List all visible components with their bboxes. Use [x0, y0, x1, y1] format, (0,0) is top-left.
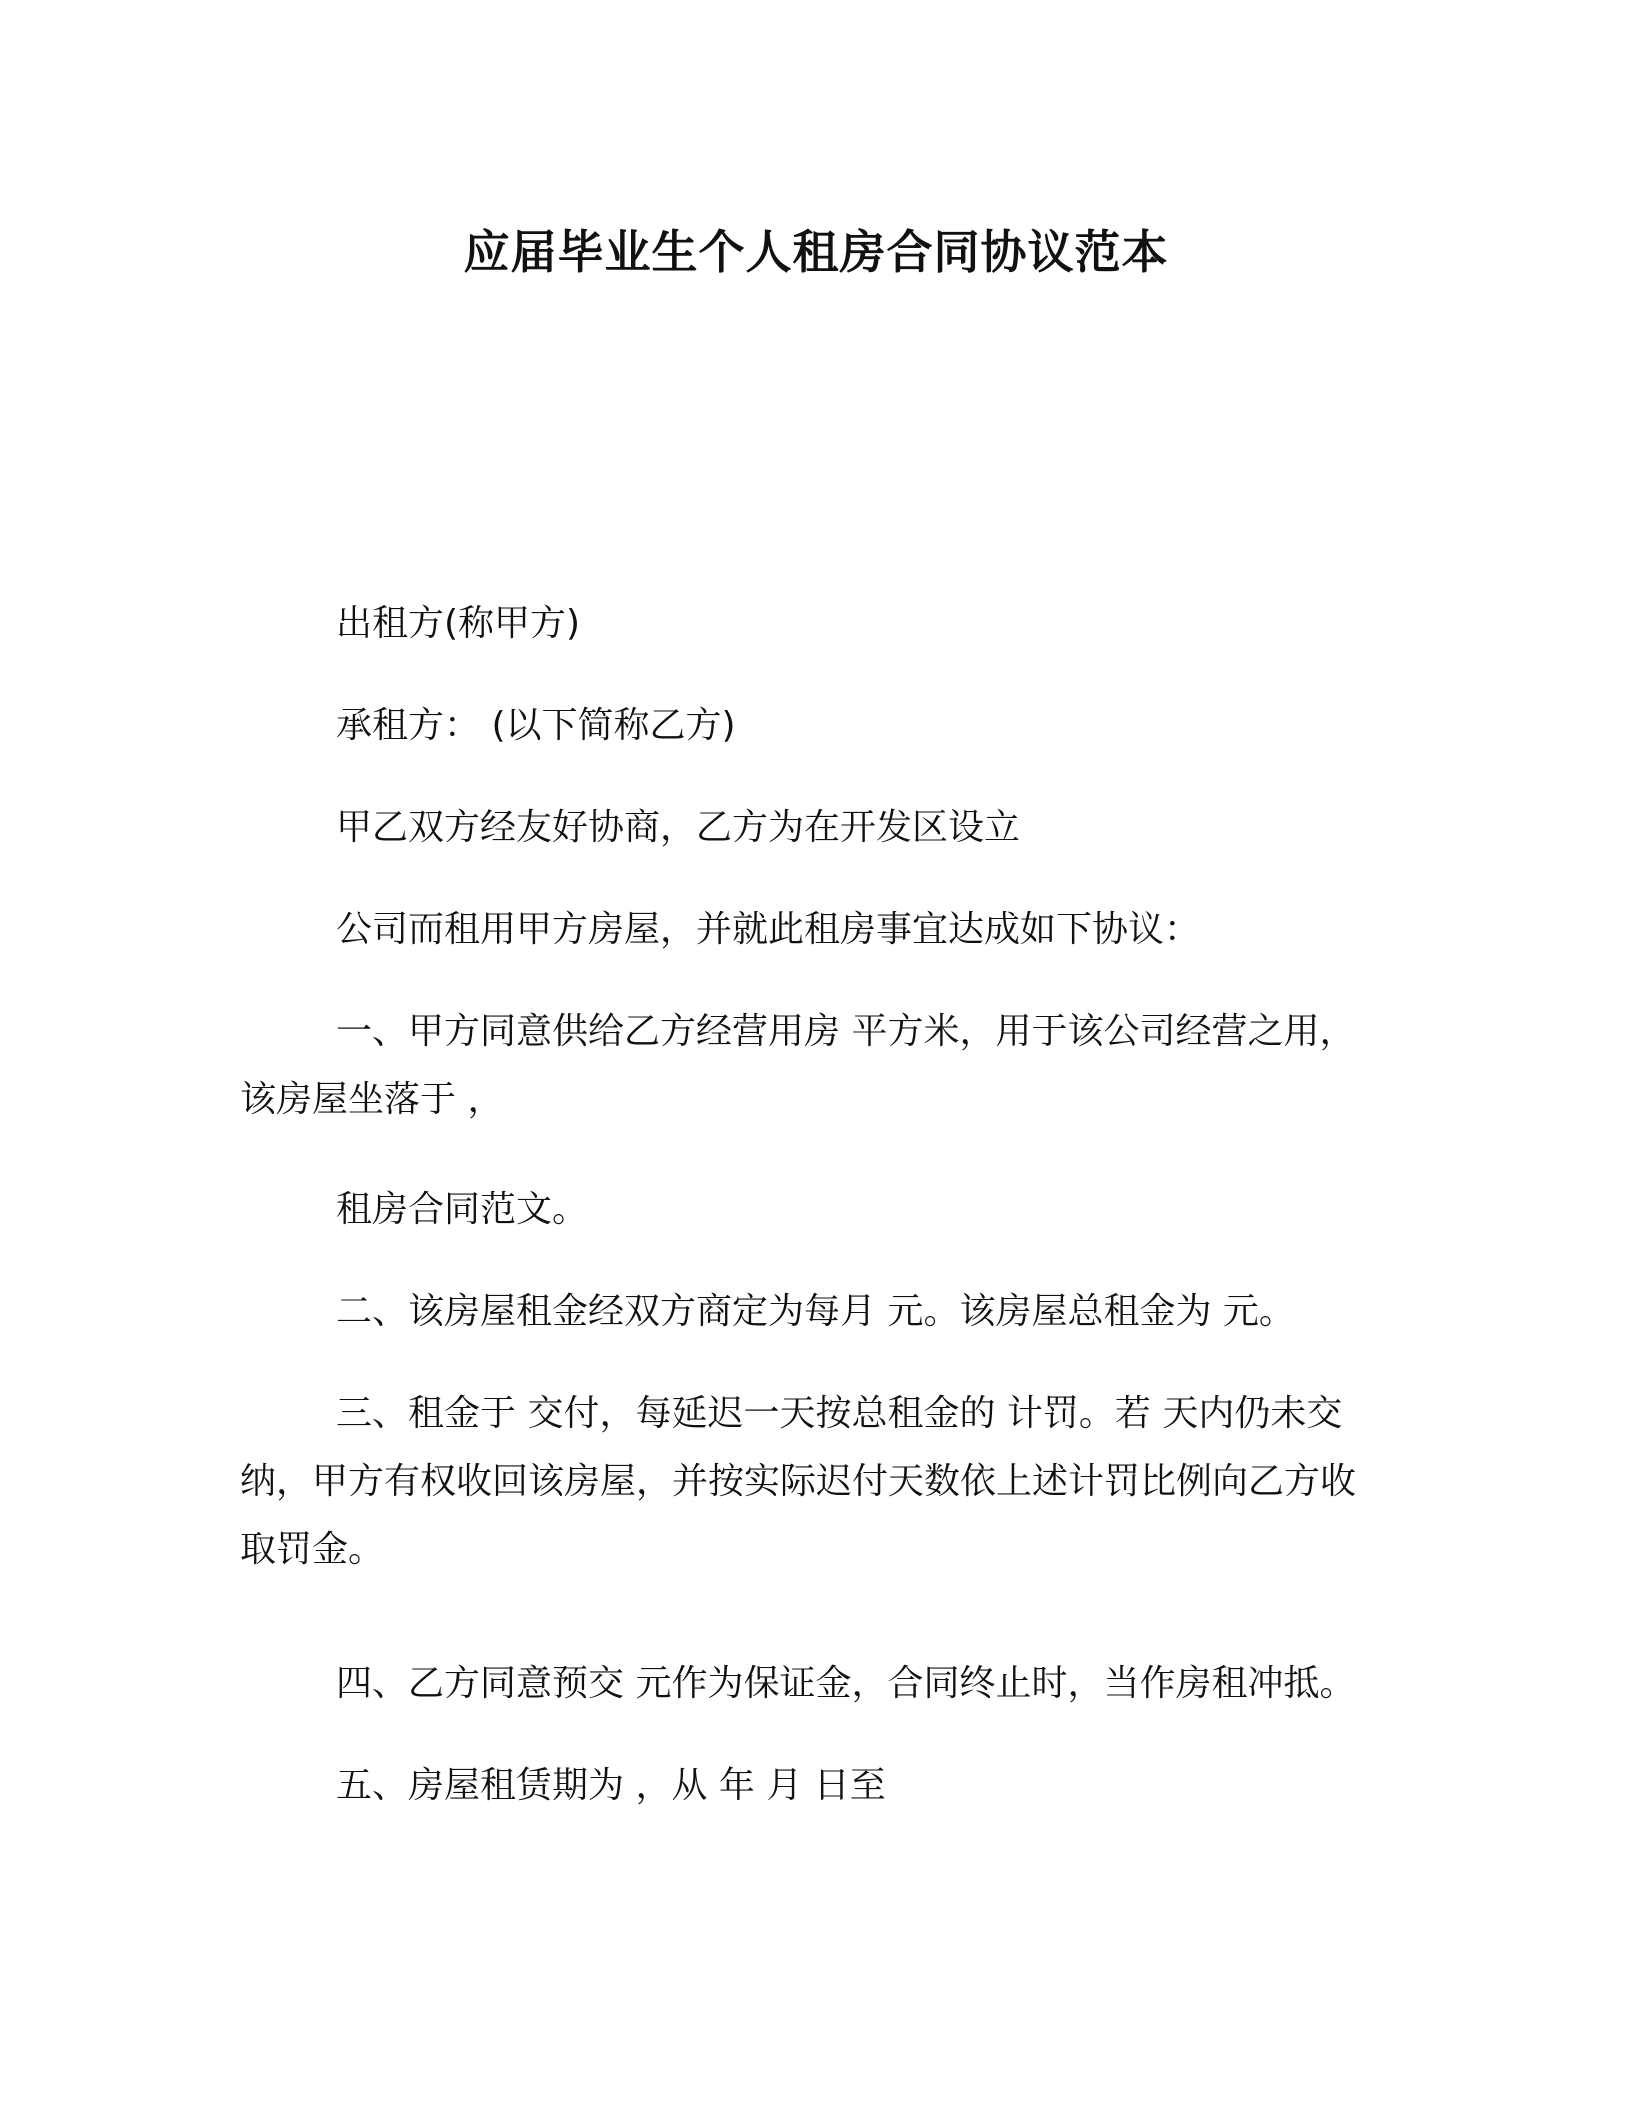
- paragraph-preamble-2: 公司而租用甲方房屋，并就此租房事宜达成如下协议：: [336, 909, 1201, 950]
- paragraph-note: 租房合同范文。: [336, 1189, 589, 1230]
- paragraph-clause-2: 二、该房屋租金经双方商定为每月 元。该房屋总租金为 元。: [336, 1291, 1295, 1332]
- paragraph-clause-5: 五、房屋租赁期为 ，从 年 月 日至: [336, 1765, 886, 1806]
- paragraph-lessor: 出租方(称甲方): [336, 603, 581, 644]
- paragraph-clause-1: 一、甲方同意供给乙方经营用房 平方米，用于该公司经营之用，该房屋坐落于 ，: [240, 1011, 1356, 1120]
- paragraph-clause-3: 三、租金于 交付，每延迟一天按总租金的 计罚。若 天内仍未交纳，甲方有权收回该房屋，并按实际迟付天数依上述计罚比例向乙方收取罚金。: [240, 1393, 1357, 1570]
- document-title: 应届毕业生个人租房合同协议范本: [463, 225, 1169, 279]
- paragraph-lessee: 承租方： (以下简称乙方): [336, 705, 736, 746]
- paragraph-clause-4: 四、乙方同意预交 元作为保证金，合同终止时，当作房租冲抵。: [336, 1663, 1356, 1704]
- paragraph-preamble-1: 甲乙双方经友好协商，乙方为在开发区设立: [336, 807, 1021, 848]
